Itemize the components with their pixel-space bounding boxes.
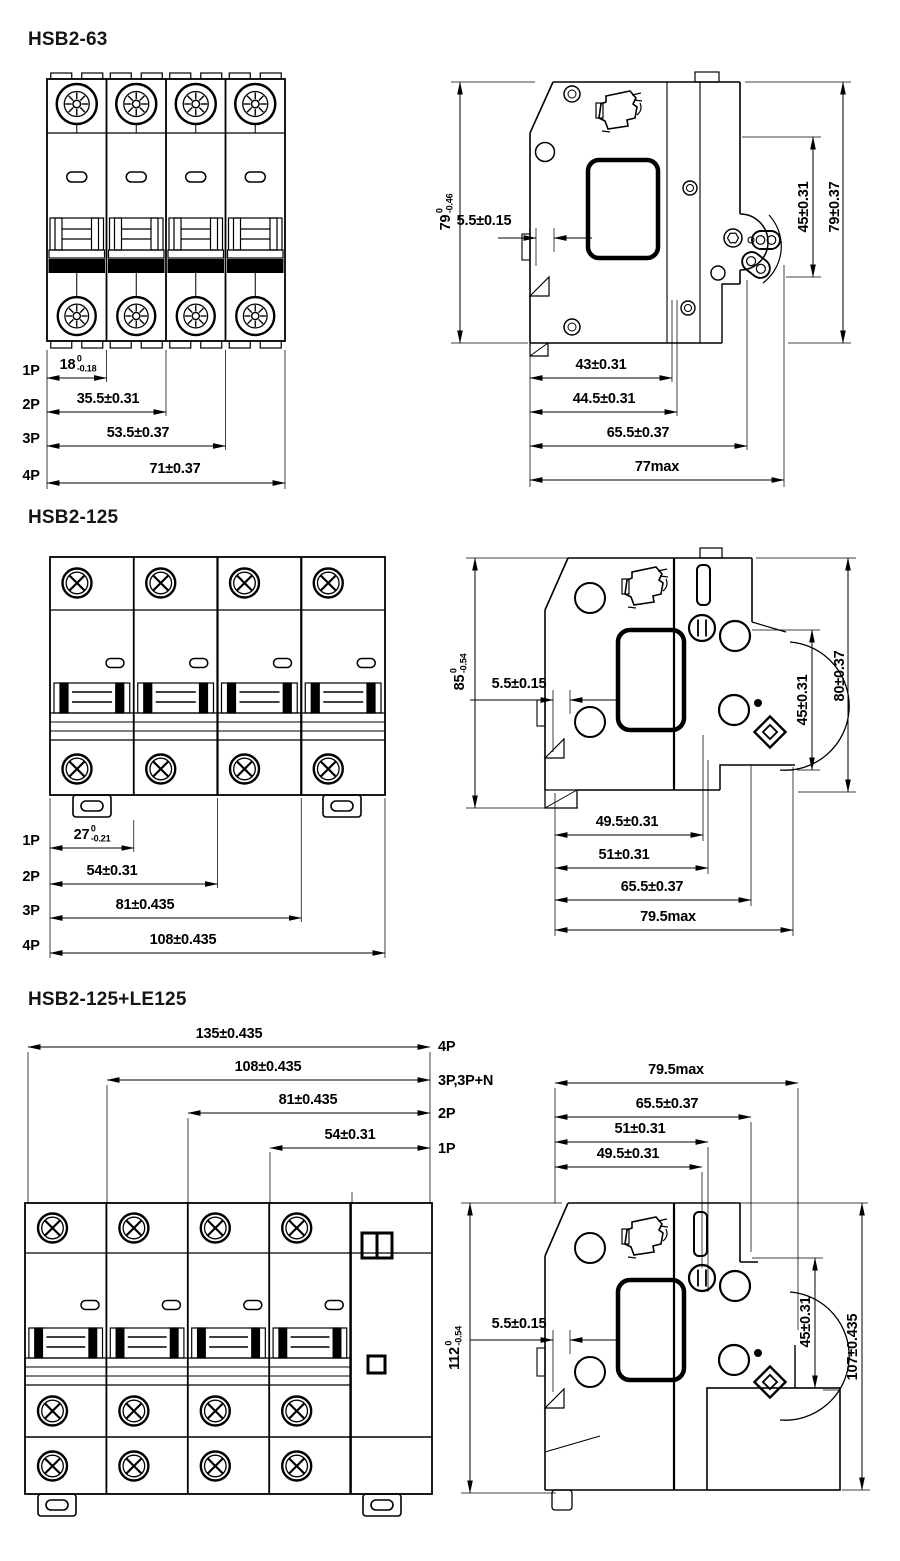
dim-total-height: 107±0.435 xyxy=(844,1313,861,1381)
dim-width-3p: 108±0.435 xyxy=(234,1058,302,1075)
pole-label-3p: 3P xyxy=(22,430,40,447)
dim-depth-1: 49.5±0.31 xyxy=(596,1145,660,1162)
hsb2-125-le125-front-view xyxy=(25,1203,432,1516)
dim-width-1p: 18 0 -0.18 xyxy=(59,353,97,374)
dim-width-4p: 135±0.435 xyxy=(195,1025,263,1042)
dim-depth-1: 43±0.31 xyxy=(575,356,627,373)
dim-width-3p: 81±0.435 xyxy=(115,896,175,913)
dim-total-height: 79±0.37 xyxy=(826,181,843,233)
section-title-hsb2-63: HSB2-63 xyxy=(28,29,108,50)
dim-depth-2: 44.5±0.31 xyxy=(572,390,636,407)
dim-depth-2: 51±0.31 xyxy=(614,1120,666,1137)
dim-width-4p: 71±0.37 xyxy=(149,460,201,477)
dim-body-height: 79 0 -0.46 xyxy=(434,193,455,231)
hsb2-125-le125-front-dimensions xyxy=(28,1047,430,1203)
dim-body-height: 112 0 -0.54 xyxy=(443,1326,464,1370)
pole-label-3p: 3P,3P+N xyxy=(438,1072,494,1089)
pole-label-4p: 4P xyxy=(22,937,40,954)
pole-label-2p: 2P xyxy=(438,1105,456,1122)
dim-width-2p: 54±0.31 xyxy=(86,862,138,879)
pole-label-2p: 2P xyxy=(22,396,40,413)
dim-body-height: 85 0 -0.54 xyxy=(448,653,469,691)
section-title-hsb2-125: HSB2-125 xyxy=(28,507,119,528)
dim-width-2p: 81±0.435 xyxy=(278,1091,338,1108)
hsb2-125-le125-side-dimensions xyxy=(461,1083,870,1493)
pole-label-2p: 2P xyxy=(22,868,40,885)
dim-rail-depth: 5.5±0.15 xyxy=(491,1315,547,1332)
pole-label-1p: 1P xyxy=(22,362,40,379)
dim-rail-depth: 5.5±0.15 xyxy=(456,212,512,229)
dim-depth-3: 65.5±0.37 xyxy=(635,1095,699,1112)
dim-lever-height: 45±0.31 xyxy=(797,1296,814,1348)
dim-depth-2: 51±0.31 xyxy=(598,846,650,863)
dim-lever-height: 45±0.31 xyxy=(795,181,812,233)
pole-label-1p: 1P xyxy=(22,832,40,849)
pole-label-1p: 1P xyxy=(438,1140,456,1157)
hsb2-63-front-view xyxy=(47,73,285,348)
pole-label-4p: 4P xyxy=(22,467,40,484)
dim-lever-height: 45±0.31 xyxy=(794,674,811,726)
dim-rail-depth: 5.5±0.15 xyxy=(491,675,547,692)
dim-width-1p: 27 0 -0.21 xyxy=(73,823,111,844)
pole-label-4p: 4P xyxy=(438,1038,456,1055)
hsb2-125-le125-side-view xyxy=(537,1203,868,1510)
dim-width-3p: 53.5±0.37 xyxy=(106,424,170,441)
dim-depth-3: 65.5±0.37 xyxy=(606,424,670,441)
dim-depth-4: 79.5max xyxy=(648,1061,704,1078)
hsb2-125-front-view xyxy=(50,557,385,817)
dim-width-2p: 35.5±0.31 xyxy=(76,390,140,407)
pole-label-3p: 3P xyxy=(22,902,40,919)
dim-depth-4: 77max xyxy=(634,458,680,475)
dim-width-4p: 108±0.435 xyxy=(149,931,217,948)
dim-total-height: 80±0.37 xyxy=(831,650,848,702)
section-title-hsb2-125-le125: HSB2-125+LE125 xyxy=(28,989,187,1010)
dim-depth-4: 79.5max xyxy=(640,908,696,925)
hsb2-63-side-view xyxy=(522,72,781,356)
dim-width-1p: 54±0.31 xyxy=(324,1126,376,1143)
dim-depth-1: 49.5±0.31 xyxy=(595,813,659,830)
dim-depth-3: 65.5±0.37 xyxy=(620,878,684,895)
